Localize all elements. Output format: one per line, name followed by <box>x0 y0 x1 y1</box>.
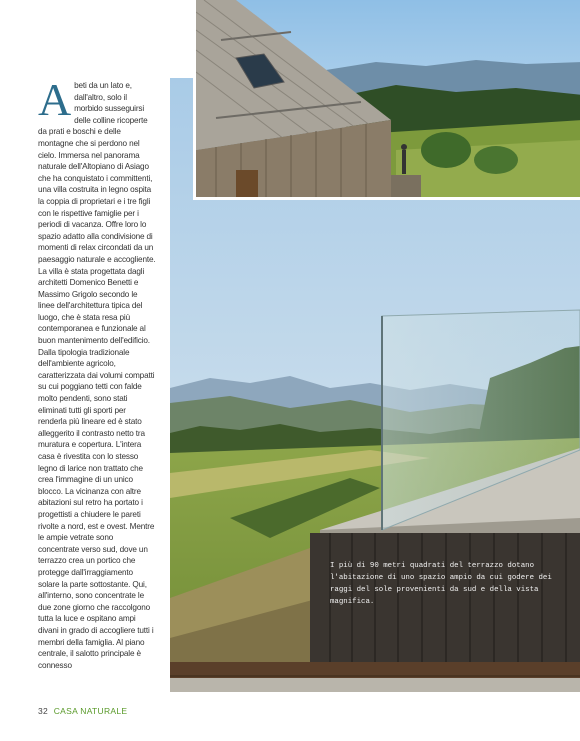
magazine-name: CASA NATURALE <box>53 706 128 716</box>
page-number: 32 <box>38 706 49 716</box>
article-body <box>38 74 156 671</box>
photo-caption: I più di 90 metri quadrati del terrazzo dotano l'abitazione di uno spazio ampio da cui godere dei raggi del sole provenienti da sud e della vista magnifica. <box>330 562 552 606</box>
house-roof-photo <box>193 0 580 200</box>
article-text: beti da un lato e, dall'altro, solo il morbido susseguirsi delle colline ricoperte da prati e boschi e delle montagne che si perdono nel cielo. Immersa nel panorama naturale dell'Altopiano di Asiago che ha conquistato i committenti, una villa costruita in legno ospita la coppia di proprietari e i tre figli con le rispettive famiglie per i periodi di vacanza. Offre loro lo spazio adatto alla condivisione di momenti di relax circondati da un paesaggio naturale e accogliente. La villa è stata progettata dagli architetti Domenico Benetti e Massimo Grigolo secondo le linee dell'architettura tipica del luogo, che è stata resa più contemporanea e funzionale al buon mantenimento dell'edificio. Dalla tipologia tradizionale dell'ambiente agricolo, caratterizzata dai volumi compatti su cui poggiano tetti con falde molto pendenti, sono stati eliminati tutti gli sporti per renderla più lineare ed è stato alleggerito il contrasto netto tra muratura e copertura. L'intera casa è rivestita con lo stesso legno di larice non trattato che crea l'immagine di un unico blocco. La vicinanza con altre abitazioni sul retro ha portato i progettisti a chiudere le pareti rivolte a nord, est e ovest. Mentre le ampie vetrate sono concentrate verso sud, dove un terrazzo crea un portico che protegge dall'irraggiamento solare la parte sottostante. Qui, all'interno, sono concentrate le due zone giorno che raccolgono tutta la luce e ospitano ampi divani in grado di accogliere tutti i membri della famiglia. Al piano centrale, il salotto principale è connesso <box>38 81 156 670</box>
page-footer <box>38 706 127 716</box>
drop-cap: A <box>38 74 72 125</box>
